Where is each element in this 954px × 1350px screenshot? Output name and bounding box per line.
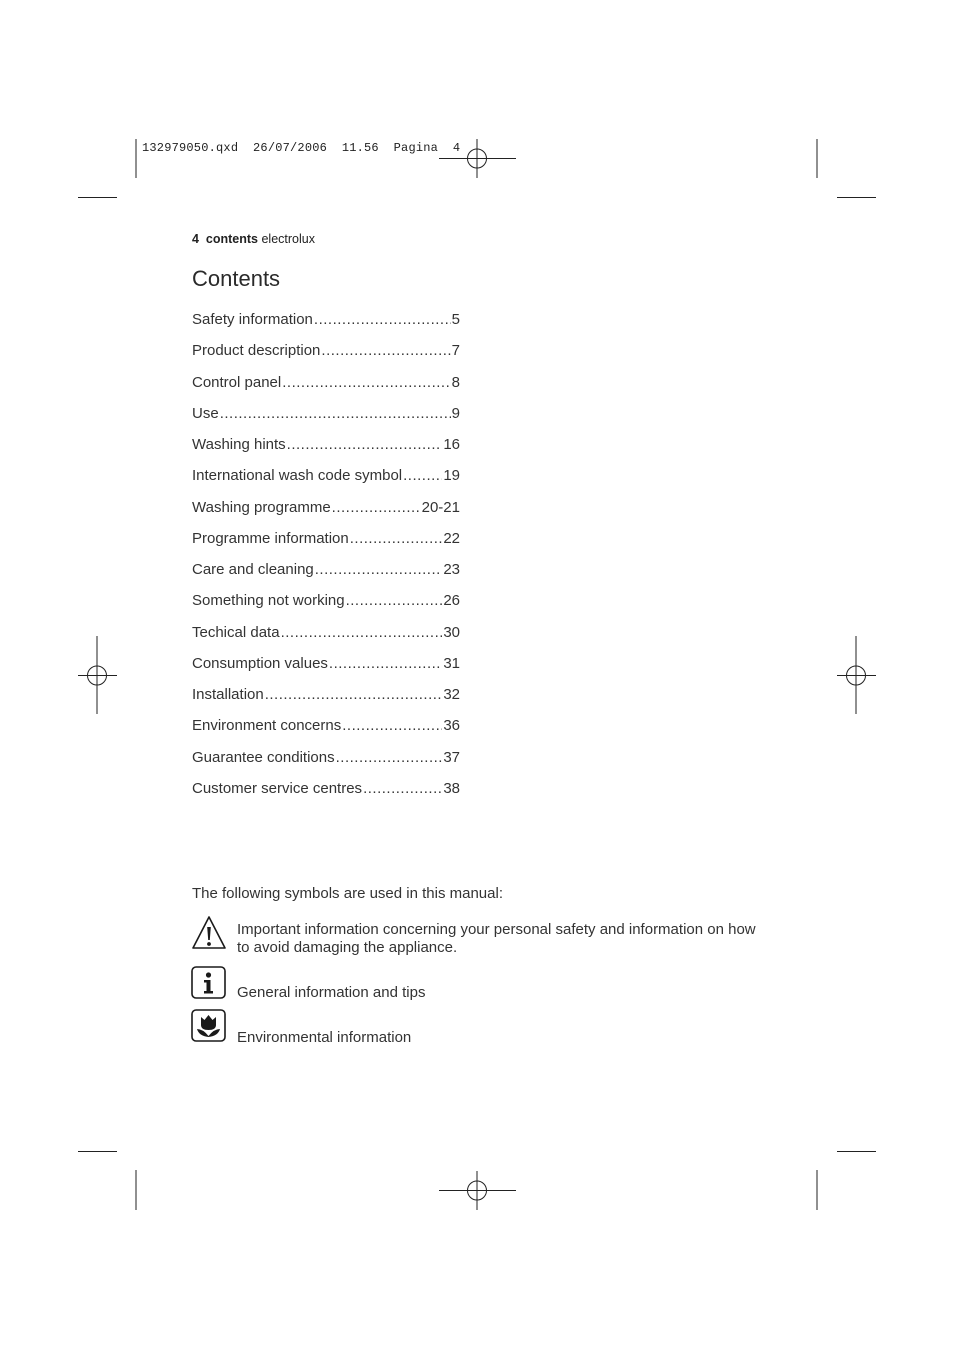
- page-title: Contents: [192, 266, 281, 291]
- printer-slug: 132979050.qxd 26/07/2006 11.56 Pagina 4: [142, 141, 461, 155]
- toc-entry-washing-hints[interactable]: Washing hints ..... 16: [192, 436, 460, 467]
- environment-flower-icon: [191, 1009, 227, 1043]
- symbol-info-text: General information and tips: [237, 984, 426, 1001]
- toc-entry-customer-service-centres[interactable]: Customer service centres ..... 38: [192, 780, 460, 811]
- page-number: 4: [192, 232, 199, 246]
- toc-entry-product-description[interactable]: Product description ..... 7: [192, 342, 460, 373]
- toc-entry-control-panel[interactable]: Control panel ..... 8: [192, 374, 460, 405]
- toc-entry-consumption-values[interactable]: Consumption values ..... 31: [192, 655, 460, 686]
- symbol-environment-text: Environmental information: [237, 1029, 412, 1046]
- toc-entry-installation[interactable]: Installation ..... 32: [192, 686, 460, 717]
- toc-entry-wash-code-symbol[interactable]: International wash code symbol ..... 19: [192, 467, 460, 498]
- symbols-intro: The following symbols are used in this manual:: [192, 885, 503, 902]
- toc-entry-guarantee-conditions[interactable]: Guarantee conditions ..... 37: [192, 749, 460, 780]
- brand-name: electrolux: [261, 232, 315, 246]
- symbol-warning-text: Important information concerning your personal safety and information on how to avoid damaging the appliance.: [237, 921, 756, 956]
- toc-list: [192, 311, 460, 811]
- toc-entry-environment-concerns[interactable]: Environment concerns ..... 36: [192, 717, 460, 748]
- toc-entry-programme-information[interactable]: Programme information ..... 22: [192, 530, 460, 561]
- info-icon: [191, 966, 227, 1000]
- toc-entry-washing-programme[interactable]: Washing programme ..... 20-21: [192, 499, 460, 530]
- toc-entry-use[interactable]: Use ..... 9: [192, 405, 460, 436]
- toc-entry-something-not-working[interactable]: Something not working ..... 26: [192, 592, 460, 623]
- section-name: contents: [205, 232, 258, 246]
- warning-triangle-icon: [191, 915, 227, 951]
- running-head: [192, 232, 315, 246]
- toc-entry-safety-information[interactable]: Safety information ..... 5: [192, 311, 460, 342]
- toc-entry-care-and-cleaning[interactable]: Care and cleaning ..... 23: [192, 561, 460, 592]
- toc-entry-technical-data[interactable]: Techical data ..... 30: [192, 624, 460, 655]
